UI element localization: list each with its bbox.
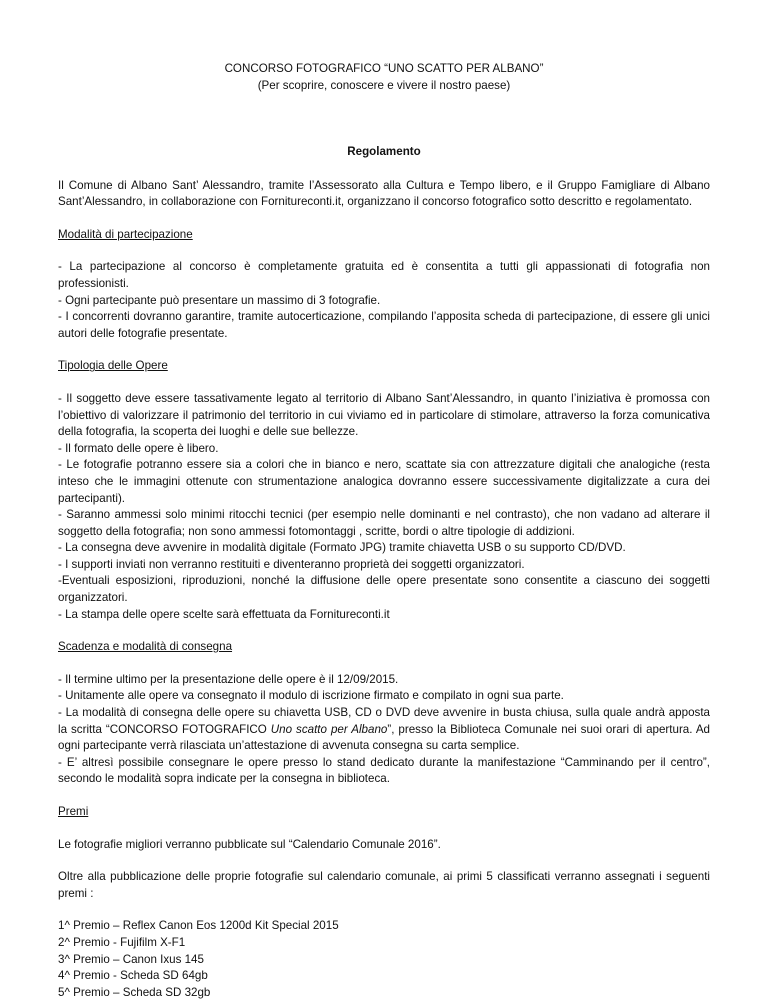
calendar-paragraph: Le fotografie migliori verranno pubblicate sul “Calendario Comunale 2016”. bbox=[58, 837, 441, 851]
prizes-intro: Oltre alla pubblicazione delle proprie fotografie sul calendario comunale, ai primi 5 classificati verranno assegnati i seguenti premi : bbox=[58, 870, 710, 900]
rules-heading: Regolamento bbox=[347, 145, 421, 158]
deadline-item: - E’ altresì possibile consegnare le opere presso lo stand dedicato durante la manifestazione “Camminando per il centro”, secondo le modalità sopra indicate per la consegna in biblioteca. bbox=[58, 755, 710, 786]
deadline-item: - Il termine ultimo per la presentazione delle opere è il 12/09/2015. bbox=[58, 672, 399, 686]
participation-item: - La partecipazione al concorso è completamente gratuita ed è consentita a tutti gli appassionati di fotografia non professionisti. bbox=[58, 260, 710, 290]
works-item: - La consegna deve avvenire in modalità digitale (Formato JPG) tramite chiavetta USB o su supporto CD/DVD. bbox=[58, 541, 626, 555]
prize-item: 4^ Premio - Scheda SD 64gb bbox=[58, 969, 208, 983]
delivery-text-start: - La modalità di consegna delle opere su chiavetta USB, CD o DVD deve avvenire in busta chiusa, sulla quale andrà apposta la scritta “CONCORSO FOTOGRAFICO bbox=[58, 706, 710, 736]
deadline-list bbox=[58, 672, 710, 788]
prizes-section-title: Premi bbox=[58, 805, 89, 818]
works-item: - Il soggetto deve essere tassativamente legato al territorio di Albano Sant’Alessandro, in quanto l’iniziativa è promossa con l’obiettivo di valorizzare il patrimonio del territorio in cui viviamo ed in particolare di stimolare, attraverso la forza comunicativa della fotografia, la scoperta dei luoghi e delle sue bellezze. bbox=[58, 391, 710, 439]
deadline-item-delivery bbox=[58, 705, 710, 755]
participation-item: - Ogni partecipante può presentare un massimo di 3 fotografie. bbox=[58, 293, 381, 307]
participation-section-title: Modalità di partecipazione bbox=[58, 227, 193, 241]
works-section-title: Tipologia delle Opere bbox=[58, 359, 168, 373]
prize-item: 5^ Premio – Scheda SD 32gb bbox=[58, 985, 211, 999]
prize-list bbox=[58, 918, 710, 1001]
prize-item: 1^ Premio – Reflex Canon Eos 1200d Kit Special 2015 bbox=[58, 919, 339, 933]
works-item: - Il formato delle opere è libero. bbox=[58, 441, 219, 455]
document-subtitle: (Per scoprire, conoscere e vivere il nostro paese) bbox=[257, 79, 511, 92]
delivery-text-end: ”, presso la Biblioteca Comunale nei suoi orari di apertura. Ad ogni partecipante verrà rilasciata un’attestazione di avvenuta consegna su carta semplice. bbox=[58, 722, 710, 753]
works-list bbox=[58, 391, 710, 623]
document-title: CONCORSO FOTOGRAFICO “UNO SCATTO PER ALBANO” bbox=[224, 62, 544, 75]
deadline-section-title: Scadenza e modalità di consegna bbox=[58, 640, 233, 654]
prize-item: 2^ Premio - Fujifilm X-F1 bbox=[58, 935, 186, 949]
works-item: - Le fotografie potranno essere sia a colori che in bianco e nero, scattate sia con attrezzature digitali che analogiche (resta inteso che le immagini ottenute con strumentazione analogica dovranno essere successivamente digitalizzate a cura dei partecipanti). bbox=[58, 458, 710, 505]
works-item: - La stampa delle opere scelte sarà effettuata da Fornitureconti.it bbox=[58, 607, 390, 621]
intro-paragraph: Il Comune di Albano Sant’ Alessandro, tramite l’Assessorato alla Cultura e Tempo libero, e il Gruppo Famigliare di Albano Sant’Alessandro, in collaborazione con Fornitureconti.it, organizzano il concorso fotografico sotto descritto e regolamentato. bbox=[58, 178, 710, 209]
participation-list bbox=[58, 259, 710, 342]
title-block bbox=[58, 60, 710, 94]
deadline-item: - Unitamente alle opere va consegnato il modulo di iscrizione firmato e compilato in ogni sua parte. bbox=[58, 689, 564, 703]
participation-item: - I concorrenti dovranno garantire, tramite autocerticazione, compilando l’apposita scheda di partecipazione, di essere gli unici autori delle fotografie presentate. bbox=[58, 310, 710, 340]
works-item: - Saranno ammessi solo minimi ritocchi tecnici (per esempio nelle dominanti e nel contrasto), che non vadano ad alterare il soggetto della fotografia; non sono ammessi fotomontaggi , scritte, bordi o altre tipologie di addizioni. bbox=[58, 508, 710, 538]
works-item: -Eventuali esposizioni, riproduzioni, nonché la diffusione delle opere presentate sono consentite a ciascuno dei soggetti organizzatori. bbox=[58, 574, 710, 605]
works-item: - I supporti inviati non verranno restituiti e diventeranno proprietà dei soggetti organizzatori. bbox=[58, 557, 525, 571]
prize-item: 3^ Premio – Canon Ixus 145 bbox=[58, 952, 204, 966]
contest-name-italic: Uno scatto per Albano bbox=[270, 722, 388, 736]
